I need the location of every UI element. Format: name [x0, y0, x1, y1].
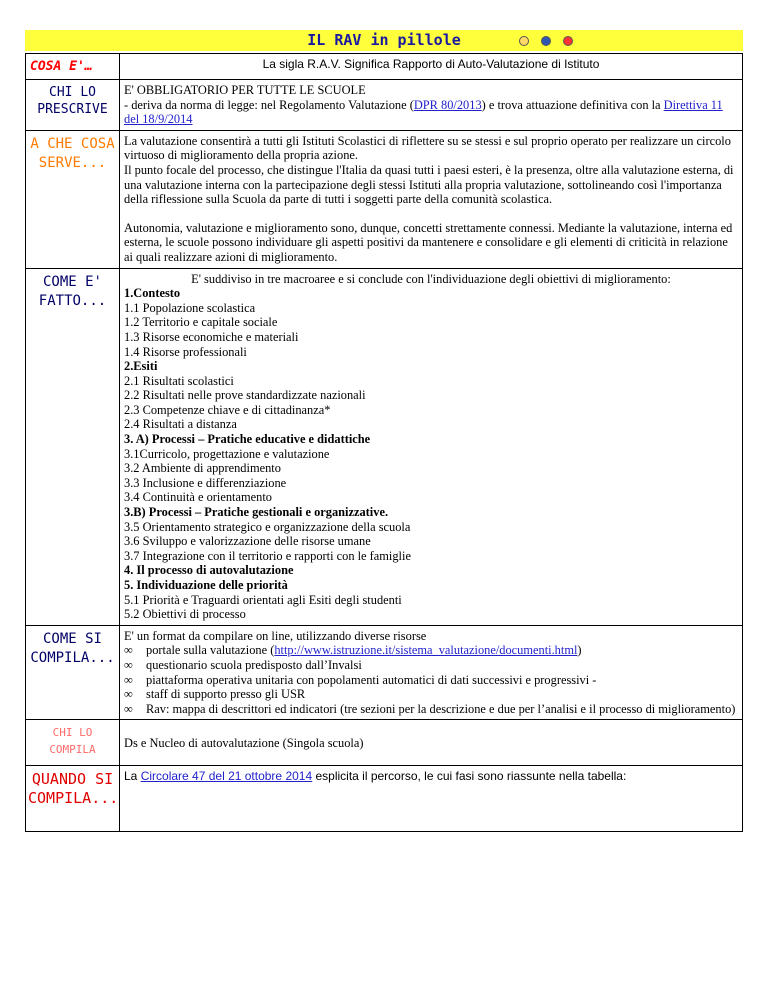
- label-fatto: COME E' FATTO...: [26, 268, 120, 625]
- list-item: 5. Individuazione delle priorità: [124, 578, 288, 592]
- serve-paragraph-2: Il punto focale del processo, che distingue l'Italia da quasi tutti i paesi esteri, è la presenza, oltre alla valutazione esterna, di una valutazione interna con la partecipazione degli stessi Istituti alla propria valutazione, sottolineando così l'importanza della riflessione sulla Scuola da parte di tutti i soggetti parte della comunità scolastica.: [124, 162, 734, 207]
- list-item: [124, 687, 738, 702]
- row-compila: [26, 625, 743, 720]
- list-item: 3.4 Continuità e orientamento: [124, 490, 272, 505]
- list-item: 4. Il processo di autovalutazione: [124, 563, 294, 578]
- prescrive-line1: E' OBBLIGATORIO PER TUTTE LE SCUOLE: [124, 83, 366, 97]
- item-text: questionario scuola predisposto dall’Invalsi: [146, 657, 362, 672]
- item-text: portale sulla valutazione (: [146, 643, 275, 658]
- label-cosa: COSA E'…: [26, 54, 120, 80]
- list-item: 2.4 Risultati a distanza: [124, 417, 237, 432]
- list-item: [124, 643, 738, 658]
- row-fatto: [26, 268, 743, 625]
- red-dot-icon: [563, 36, 573, 46]
- item-text: Rav: mappa di descrittori ed indicatori (tre sezioni per la descrizione e due per l’analisi e il processo di miglioramento): [146, 701, 736, 716]
- label-quando: QUANDO SI COMPILA...: [26, 766, 120, 832]
- list-item: [124, 658, 738, 673]
- list-item: 2.Esiti: [124, 359, 158, 374]
- fatto-intro: E' suddiviso in tre macroaree e si conclude con l'individuazione degli obiettivi di miglioramento:: [191, 271, 671, 286]
- list-item: 5.1 Priorità e Traguardi orientati agli Esiti degli studenti: [124, 592, 402, 607]
- infinity-bullet-icon: ∞: [124, 643, 133, 658]
- direttiva-link[interactable]: Direttiva 11 del 18/9/2014: [124, 97, 723, 127]
- infinity-bullet-icon: ∞: [124, 701, 133, 716]
- list-item: 3. A) Processi – Pratiche educative e didattiche: [124, 432, 371, 447]
- list-item: 3.3 Inclusione e differenziazione: [124, 475, 287, 490]
- page-title: IL RAV in pillole: [307, 31, 461, 49]
- row-serve: [26, 130, 743, 268]
- serve-paragraph-1: La valutazione consentirà a tutti gli Istituti Scolastici di riflettere su se stessi e sul proprio operato per realizzare un circolo virtuoso di miglioramento della propria azione.: [124, 133, 731, 163]
- label-prescrive: CHI LO PRESCRIVE: [26, 80, 120, 131]
- quando-text: [120, 766, 743, 832]
- list-item: 3.1Curricolo, progettazione e valutazione: [124, 446, 330, 461]
- infinity-bullet-icon: ∞: [124, 672, 133, 687]
- infinity-bullet-icon: ∞: [124, 657, 133, 672]
- list-item: 2.2 Risultati nelle prove standardizzate nazionali: [124, 388, 366, 403]
- prescrive-line2-mid: ) e trova attuazione definitiva con la: [481, 97, 664, 112]
- list-item: 3.2 Ambiente di apprendimento: [124, 461, 281, 476]
- list-item: 2.3 Competenze chiave e di cittadinanza*: [124, 402, 331, 417]
- decorative-dots: [519, 36, 573, 46]
- item-text: piattaforma operativa unitaria con popolamenti automatici di dati successivi e progressivi -: [146, 672, 597, 687]
- prescrive-text: [120, 80, 743, 131]
- row-quando: [26, 766, 743, 832]
- portale-link[interactable]: http://www.istruzione.it/sistema_valutazione/documenti.html: [274, 643, 578, 658]
- item-text-end: ): [577, 643, 582, 658]
- cosa-text: La sigla R.A.V. Significa Rapporto di Auto-Valutazione di Istituto: [120, 54, 743, 80]
- chi-text: Ds e Nucleo di autovalutazione (Singola scuola): [120, 720, 743, 766]
- circolare-link[interactable]: Circolare 47 del 21 ottobre 2014: [140, 769, 313, 784]
- item-text: staff di supporto presso gli USR: [146, 687, 306, 702]
- list-item: 1.4 Risorse professionali: [124, 344, 247, 359]
- row-cosa: [26, 54, 743, 80]
- blue-dot-icon: [541, 36, 551, 46]
- label-compila: COME SI COMPILA...: [26, 625, 120, 720]
- prescrive-line2: [124, 98, 738, 127]
- fatto-text: [120, 268, 743, 625]
- yellow-dot-icon: [519, 36, 529, 46]
- row-prescrive: [26, 80, 743, 131]
- quando-start: La: [124, 769, 141, 784]
- dpr-link[interactable]: DPR 80/2013: [413, 97, 482, 112]
- quando-end: esplicita il percorso, le cui fasi sono riassunte nella tabella:: [312, 769, 627, 784]
- list-item: 3.5 Orientamento strategico e organizzazione della scuola: [124, 519, 411, 534]
- serve-paragraph-3: Autonomia, valutazione e miglioramento sono, dunque, concetti strettamente connessi. Mediante la valutazione, interna ed esterna, le scuole possono individuare gli aspetti positivi da mantenere e consolidare e gli elementi di criticità in relazione ai quali realizzare azioni di miglioramento.: [124, 220, 733, 264]
- list-item: 3.6 Sviluppo e valorizzazione delle risorse umane: [124, 534, 371, 549]
- serve-text: [120, 130, 743, 268]
- compila-list: [124, 643, 738, 716]
- compila-text: [120, 625, 743, 720]
- list-item: 1.3 Risorse economiche e materiali: [124, 329, 299, 344]
- list-item: [124, 702, 738, 717]
- fatto-list: [124, 286, 738, 622]
- label-serve: A CHE COSA SERVE...: [26, 130, 120, 268]
- compila-intro: E' un format da compilare on line, utilizzando diverse risorse: [124, 628, 427, 643]
- list-item: 3.B) Processi – Pratiche gestionali e organizzative.: [124, 505, 389, 520]
- list-item: 1.1 Popolazione scolastica: [124, 300, 256, 315]
- label-chi: CHI LO COMPILA: [26, 720, 120, 766]
- rav-table: [25, 53, 743, 832]
- infinity-bullet-icon: ∞: [124, 687, 133, 702]
- list-item: 5.2 Obiettivi di processo: [124, 607, 246, 622]
- prescrive-line2-start: - deriva da norma di legge: nel Regolamento Valutazione (: [124, 97, 414, 112]
- list-item: 3.7 Integrazione con il territorio e rapporti con le famiglie: [124, 548, 411, 563]
- list-item: 1.Contesto: [124, 286, 181, 301]
- list-item: 2.1 Risultati scolastici: [124, 373, 234, 388]
- list-item: [124, 673, 738, 688]
- row-chi: [26, 720, 743, 766]
- spacer: [124, 207, 738, 221]
- list-item: 1.2 Territorio e capitale sociale: [124, 315, 278, 330]
